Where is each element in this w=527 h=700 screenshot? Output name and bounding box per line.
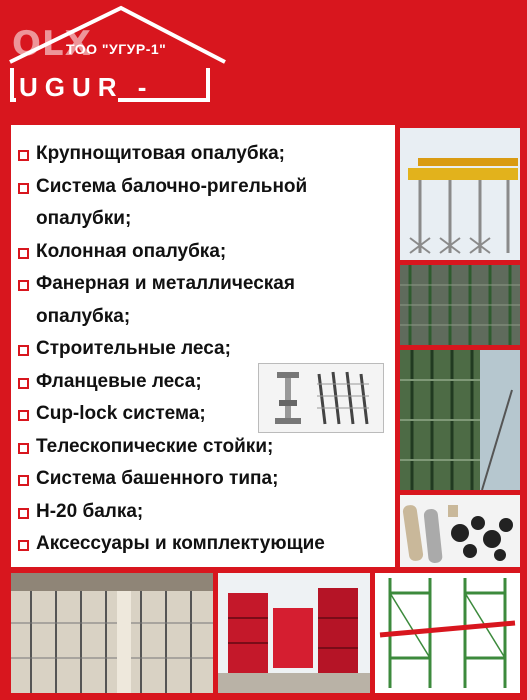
list-item: Аксессуары и комплектующие xyxy=(14,528,381,561)
bullet-icon xyxy=(18,248,29,259)
list-item: Фланцевые леса; xyxy=(14,366,381,399)
bullet-icon xyxy=(18,378,29,389)
watermark: OLX xyxy=(12,24,92,64)
column-formwork-photo xyxy=(400,265,520,345)
list-item: Телескопические стойки; xyxy=(14,431,381,464)
flange-parts-photo xyxy=(258,363,384,433)
list-item: Крупнощитовая опалубка; xyxy=(14,138,381,171)
company-name: ТОО "УГУР-1" xyxy=(66,41,167,57)
brand-logo: UGUR - xyxy=(19,72,154,102)
list-item: Система балочно-ригельной опалубки; xyxy=(14,171,381,236)
list-item: Система башенного типа; xyxy=(14,463,381,496)
list-item: Строительные леса; xyxy=(14,333,381,366)
bullet-icon xyxy=(18,183,29,194)
wall-formwork-photo xyxy=(400,350,520,490)
bullet-icon xyxy=(18,150,29,161)
bullet-icon xyxy=(18,410,29,421)
list-item: Cup-lock система; xyxy=(14,398,381,431)
bullet-icon xyxy=(18,280,29,291)
tower-scaffold-photo xyxy=(11,573,213,693)
frame-scaffold-photo xyxy=(375,573,520,693)
list-item: Колонная опалубка; xyxy=(14,236,381,269)
bullet-icon xyxy=(18,540,29,551)
beam-formwork-photo xyxy=(400,128,520,260)
bullet-icon xyxy=(18,475,29,486)
list-item: Фанерная и металлическая опалубка; xyxy=(14,268,381,333)
product-list xyxy=(14,138,381,561)
red-panel-formwork-photo xyxy=(218,573,370,693)
bullet-icon xyxy=(18,345,29,356)
accessories-photo xyxy=(400,495,520,567)
bullet-icon xyxy=(18,443,29,454)
list-item: Н-20 балка; xyxy=(14,496,381,529)
bullet-icon xyxy=(18,508,29,519)
